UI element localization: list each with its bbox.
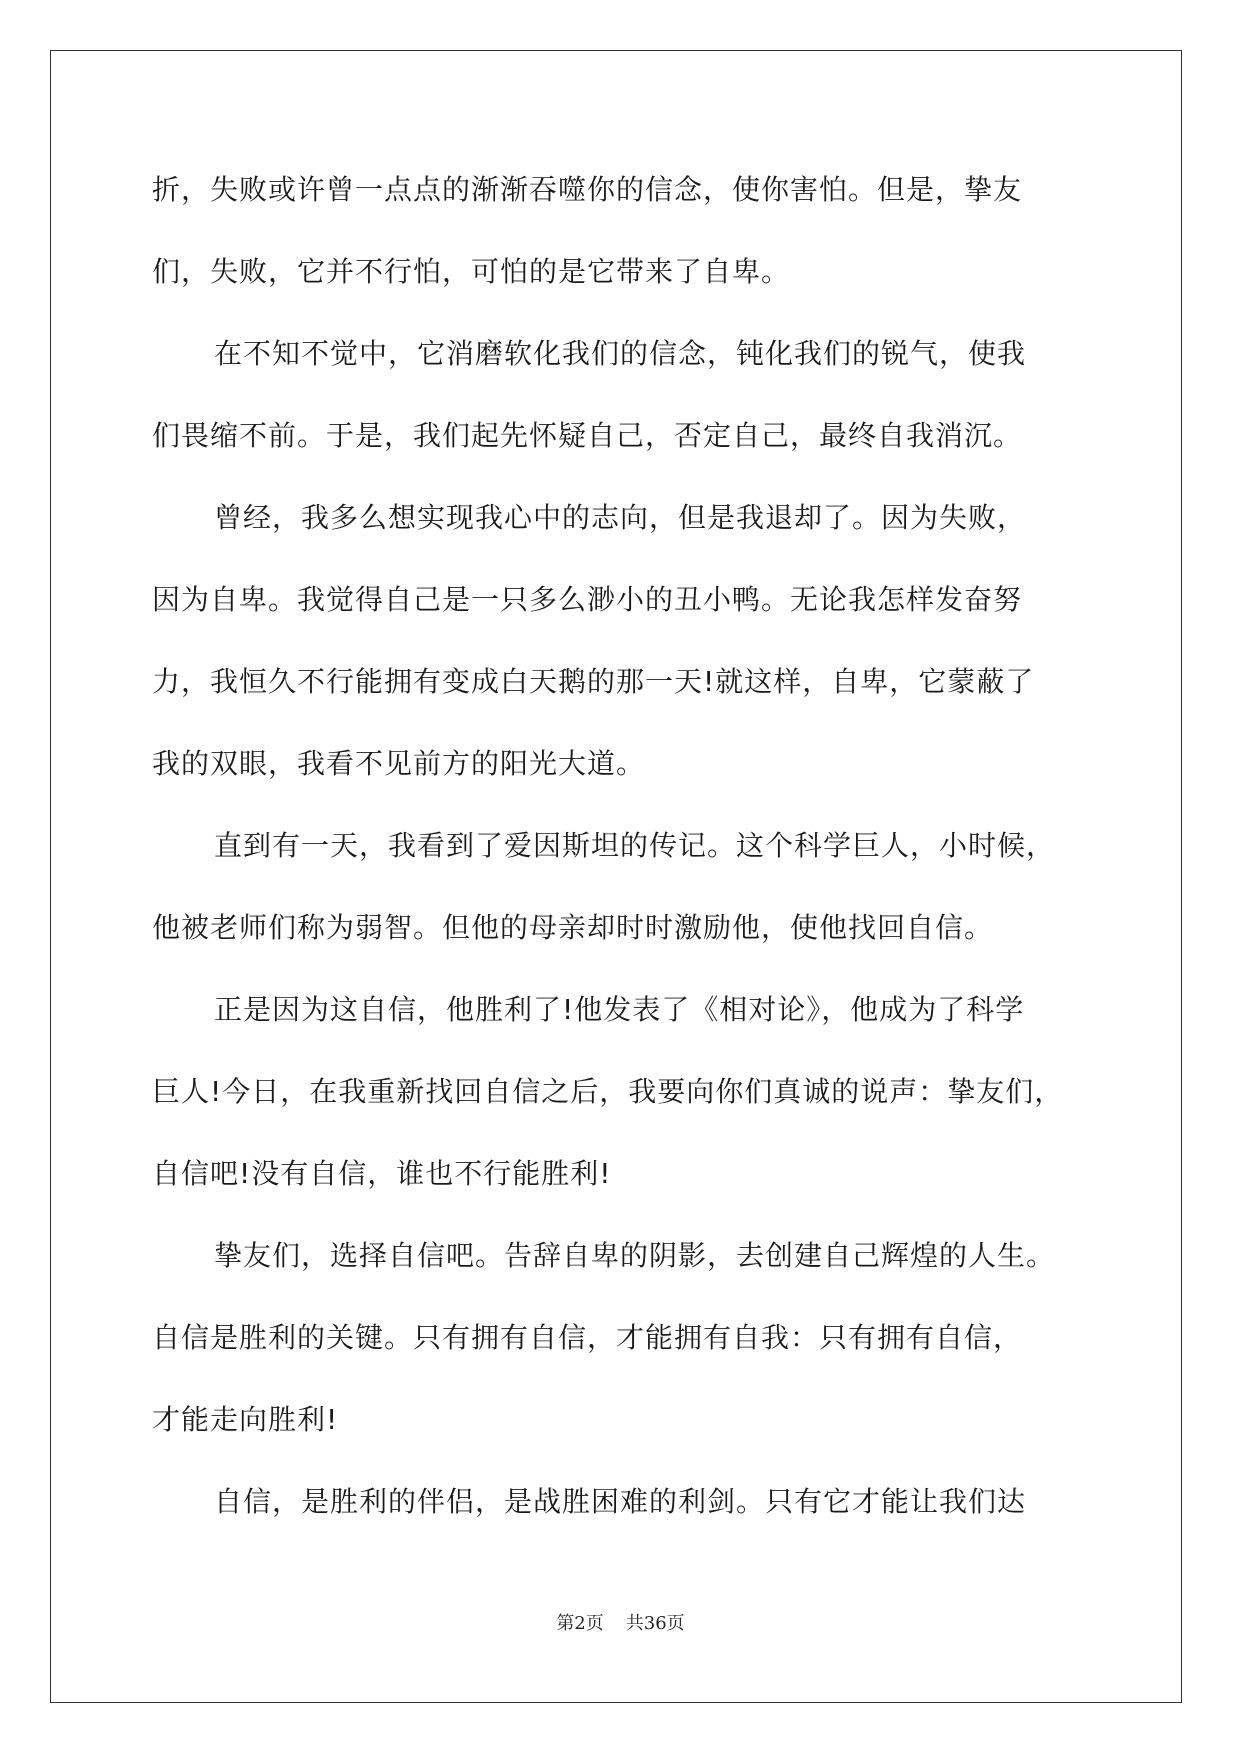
page-border xyxy=(50,50,1182,1703)
text-line: 我的双眼，我看不见前方的阳光大道。 xyxy=(152,747,646,780)
paragraph-first-line: 在不知不觉中，它消磨软化我们的信念，钝化我们的锐气，使我 xyxy=(214,337,1027,370)
text-line: 们，失败，它并不行怕，可怕的是它带来了自卑。 xyxy=(152,255,791,288)
text-line: 才能走向胜利! xyxy=(152,1403,339,1436)
text-line: 们畏缩不前。于是，我们起先怀疑自己，否定自己，最终自我消沉。 xyxy=(152,419,1023,452)
paragraph-first-line: 自信，是胜利的伴侣，是战胜困难的利剑。只有它才能让我们达 xyxy=(214,1485,1027,1518)
text-line: 他被老师们称为弱智。但他的母亲却时时激励他，使他找回自信。 xyxy=(152,911,994,944)
text-line: 力，我恒久不行能拥有变成白天鹅的那一天!就这样，自卑，它蒙蔽了 xyxy=(152,665,1035,698)
text-line: 自信是胜利的关键。只有拥有自信，才能拥有自我：只有拥有自信， xyxy=(152,1321,1023,1354)
paragraph-first-line: 曾经，我多么想实现我心中的志向，但是我退却了。因为失败， xyxy=(214,501,1027,534)
paragraph-first-line: 直到有一天，我看到了爱因斯坦的传记。这个科学巨人，小时候， xyxy=(214,829,1056,862)
page-footer xyxy=(0,1612,1241,1636)
text-line: 巨人!今日，在我重新找回自信之后，我要向你们真诚的说声：挚友们， xyxy=(152,1075,1064,1108)
text-line: 因为自卑。我觉得自己是一只多么渺小的丑小鸭。无论我怎样发奋努 xyxy=(152,583,1023,616)
paragraph-first-line: 正是因为这自信，他胜利了!他发表了《相对论》，他成为了科学 xyxy=(214,993,1025,1026)
text-line: 折，失败或许曾一点点的渐渐吞噬你的信念，使你害怕。但是，挚友 xyxy=(152,173,1023,206)
paragraph-first-line: 挚友们，选择自信吧。告辞自卑的阴影，去创建自己辉煌的人生。 xyxy=(214,1239,1056,1272)
text-line: 自信吧!没有自信，谁也不行能胜利! xyxy=(152,1157,612,1190)
page-total: 共36页 xyxy=(625,1613,685,1634)
page-number: 第2页 xyxy=(556,1613,604,1634)
